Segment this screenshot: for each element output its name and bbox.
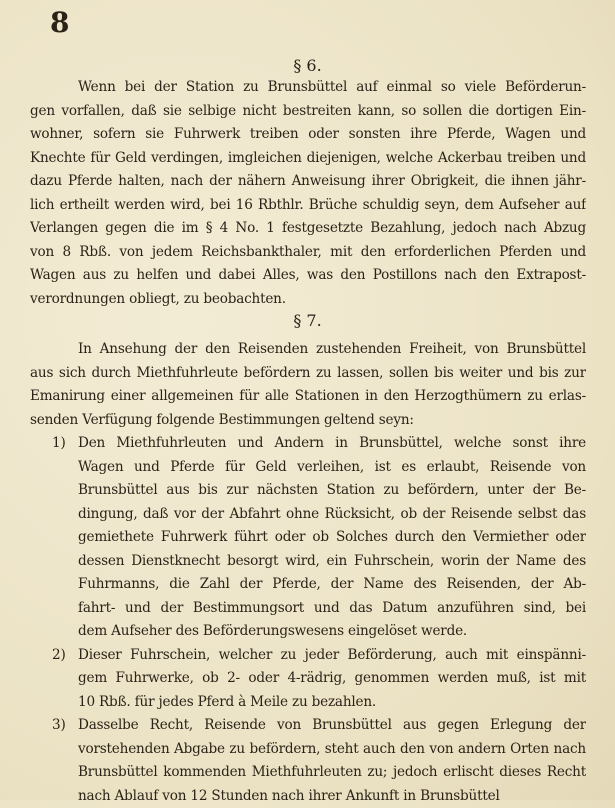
text-line: gem Fuhrwerke, ob 2- oder 4-rädrig, genommen werden muß, ist mit <box>78 667 586 691</box>
list-item-3 <box>30 714 586 808</box>
text-line: Verlangen gegen die im § 4 No. 1 festgesetzte Bezahlung, jedoch nach Abzug <box>30 217 586 241</box>
text-line: Knechte für Geld verdingen, imgleichen diejenigen, welche Ackerbau treiben und <box>30 147 586 171</box>
text-line: gen vorfallen, daß sie selbige nicht bestreiten kann, so sollen die dortigen Ein- <box>30 100 586 124</box>
item-number: 1) <box>52 432 66 456</box>
text-line: Emanirung einer allgemeinen für alle Stationen in den Herzogthümern zu erlas- <box>30 385 586 409</box>
section-6-paragraph <box>30 76 586 311</box>
text-line: aus sich durch Miethfuhrleute befördern zu lassen, sollen bis weiter und bis zur <box>30 362 586 386</box>
text-line: 10 Rbß. für jedes Pferd à Meile zu bezahlen. <box>78 691 586 715</box>
section-6-heading: § 6. <box>0 56 615 75</box>
text-line: dem Aufseher des Beförderungswesens eingelöset werde. <box>78 620 586 644</box>
text-line: von 8 Rbß. von jedem Reichsbankthaler, mit den erforderlichen Pferden und <box>30 241 586 265</box>
text-line: Brunsbüttel aus bis zur nächsten Station zu befördern, unter der Be- <box>78 479 586 503</box>
text-line: fahrt- und der Bestimmungsort und das Datum anzuführen sind, bei <box>78 597 586 621</box>
text-line: lich ertheilt werden wird, bei 16 Rbthlr. Brüche schuldig seyn, dem Aufseher auf <box>30 194 586 218</box>
text-line: gemiethete Fuhrwerk führt oder ob Solches durch den Vermiether oder <box>78 526 586 550</box>
text-line: Dieser Fuhrschein, welcher zu jeder Beförderung, auch mit einspänni- <box>78 644 586 668</box>
list-item-2 <box>30 644 586 715</box>
list-item-1 <box>30 432 586 644</box>
text-line: dazu Pferde halten, nach der nähern Anweisung ihrer Obrigkeit, die ihnen jähr- <box>30 170 586 194</box>
text-line: Dasselbe Recht, Reisende von Brunsbüttel aus gegen Erlegung der <box>78 714 586 738</box>
text-line: vorstehenden Abgabe zu befördern, steht auch den von andern Orten nach <box>78 738 586 762</box>
section-7-body <box>30 338 586 808</box>
page-number: 8 <box>50 6 69 39</box>
text-line: Den Miethfuhrleuten und Andern in Brunsbüttel, welche sonst ihre <box>78 432 586 456</box>
text-line: dingung, daß vor der Abfahrt ohne Rücksicht, ob der Reisende selbst das <box>78 503 586 527</box>
text-line: Wagen aus zu helfen und dabei Alles, was den Postillons nach den Extrapost- <box>30 264 586 288</box>
text-line: wohner, sofern sie Fuhrwerk treiben oder sonsten ihre Pferde, Wagen und <box>30 123 586 147</box>
item-number: 2) <box>52 644 66 668</box>
text-line: Wagen und Pferde für Geld verleihen, ist es erlaubt, Reisende von <box>78 456 586 480</box>
text-line: verordnungen obliegt, zu beobachten. <box>30 288 586 312</box>
text-line: Brunsbüttel kommenden Miethfuhrleuten zu; jedoch erlischt dieses Recht <box>78 761 586 785</box>
text-line: In Ansehung der den Reisenden zustehenden Freiheit, von Brunsbüttel <box>30 338 586 362</box>
text-line: nach Ablauf von 12 Stunden nach ihrer Ankunft in Brunsbüttel <box>78 785 586 808</box>
text-line: senden Verfügung folgende Bestimmungen geltend seyn: <box>30 409 586 433</box>
section-7-heading: § 7. <box>0 311 615 330</box>
item-number: 3) <box>52 714 66 738</box>
text-line: dessen Dienstknecht besorgt wird, ein Fuhrschein, worin der Name des <box>78 550 586 574</box>
text-line: Fuhrmanns, die Zahl der Pferde, der Name des Reisenden, der Ab- <box>78 573 586 597</box>
text-line: Wenn bei der Station zu Brunsbüttel auf einmal so viele Beförderun- <box>30 76 586 100</box>
